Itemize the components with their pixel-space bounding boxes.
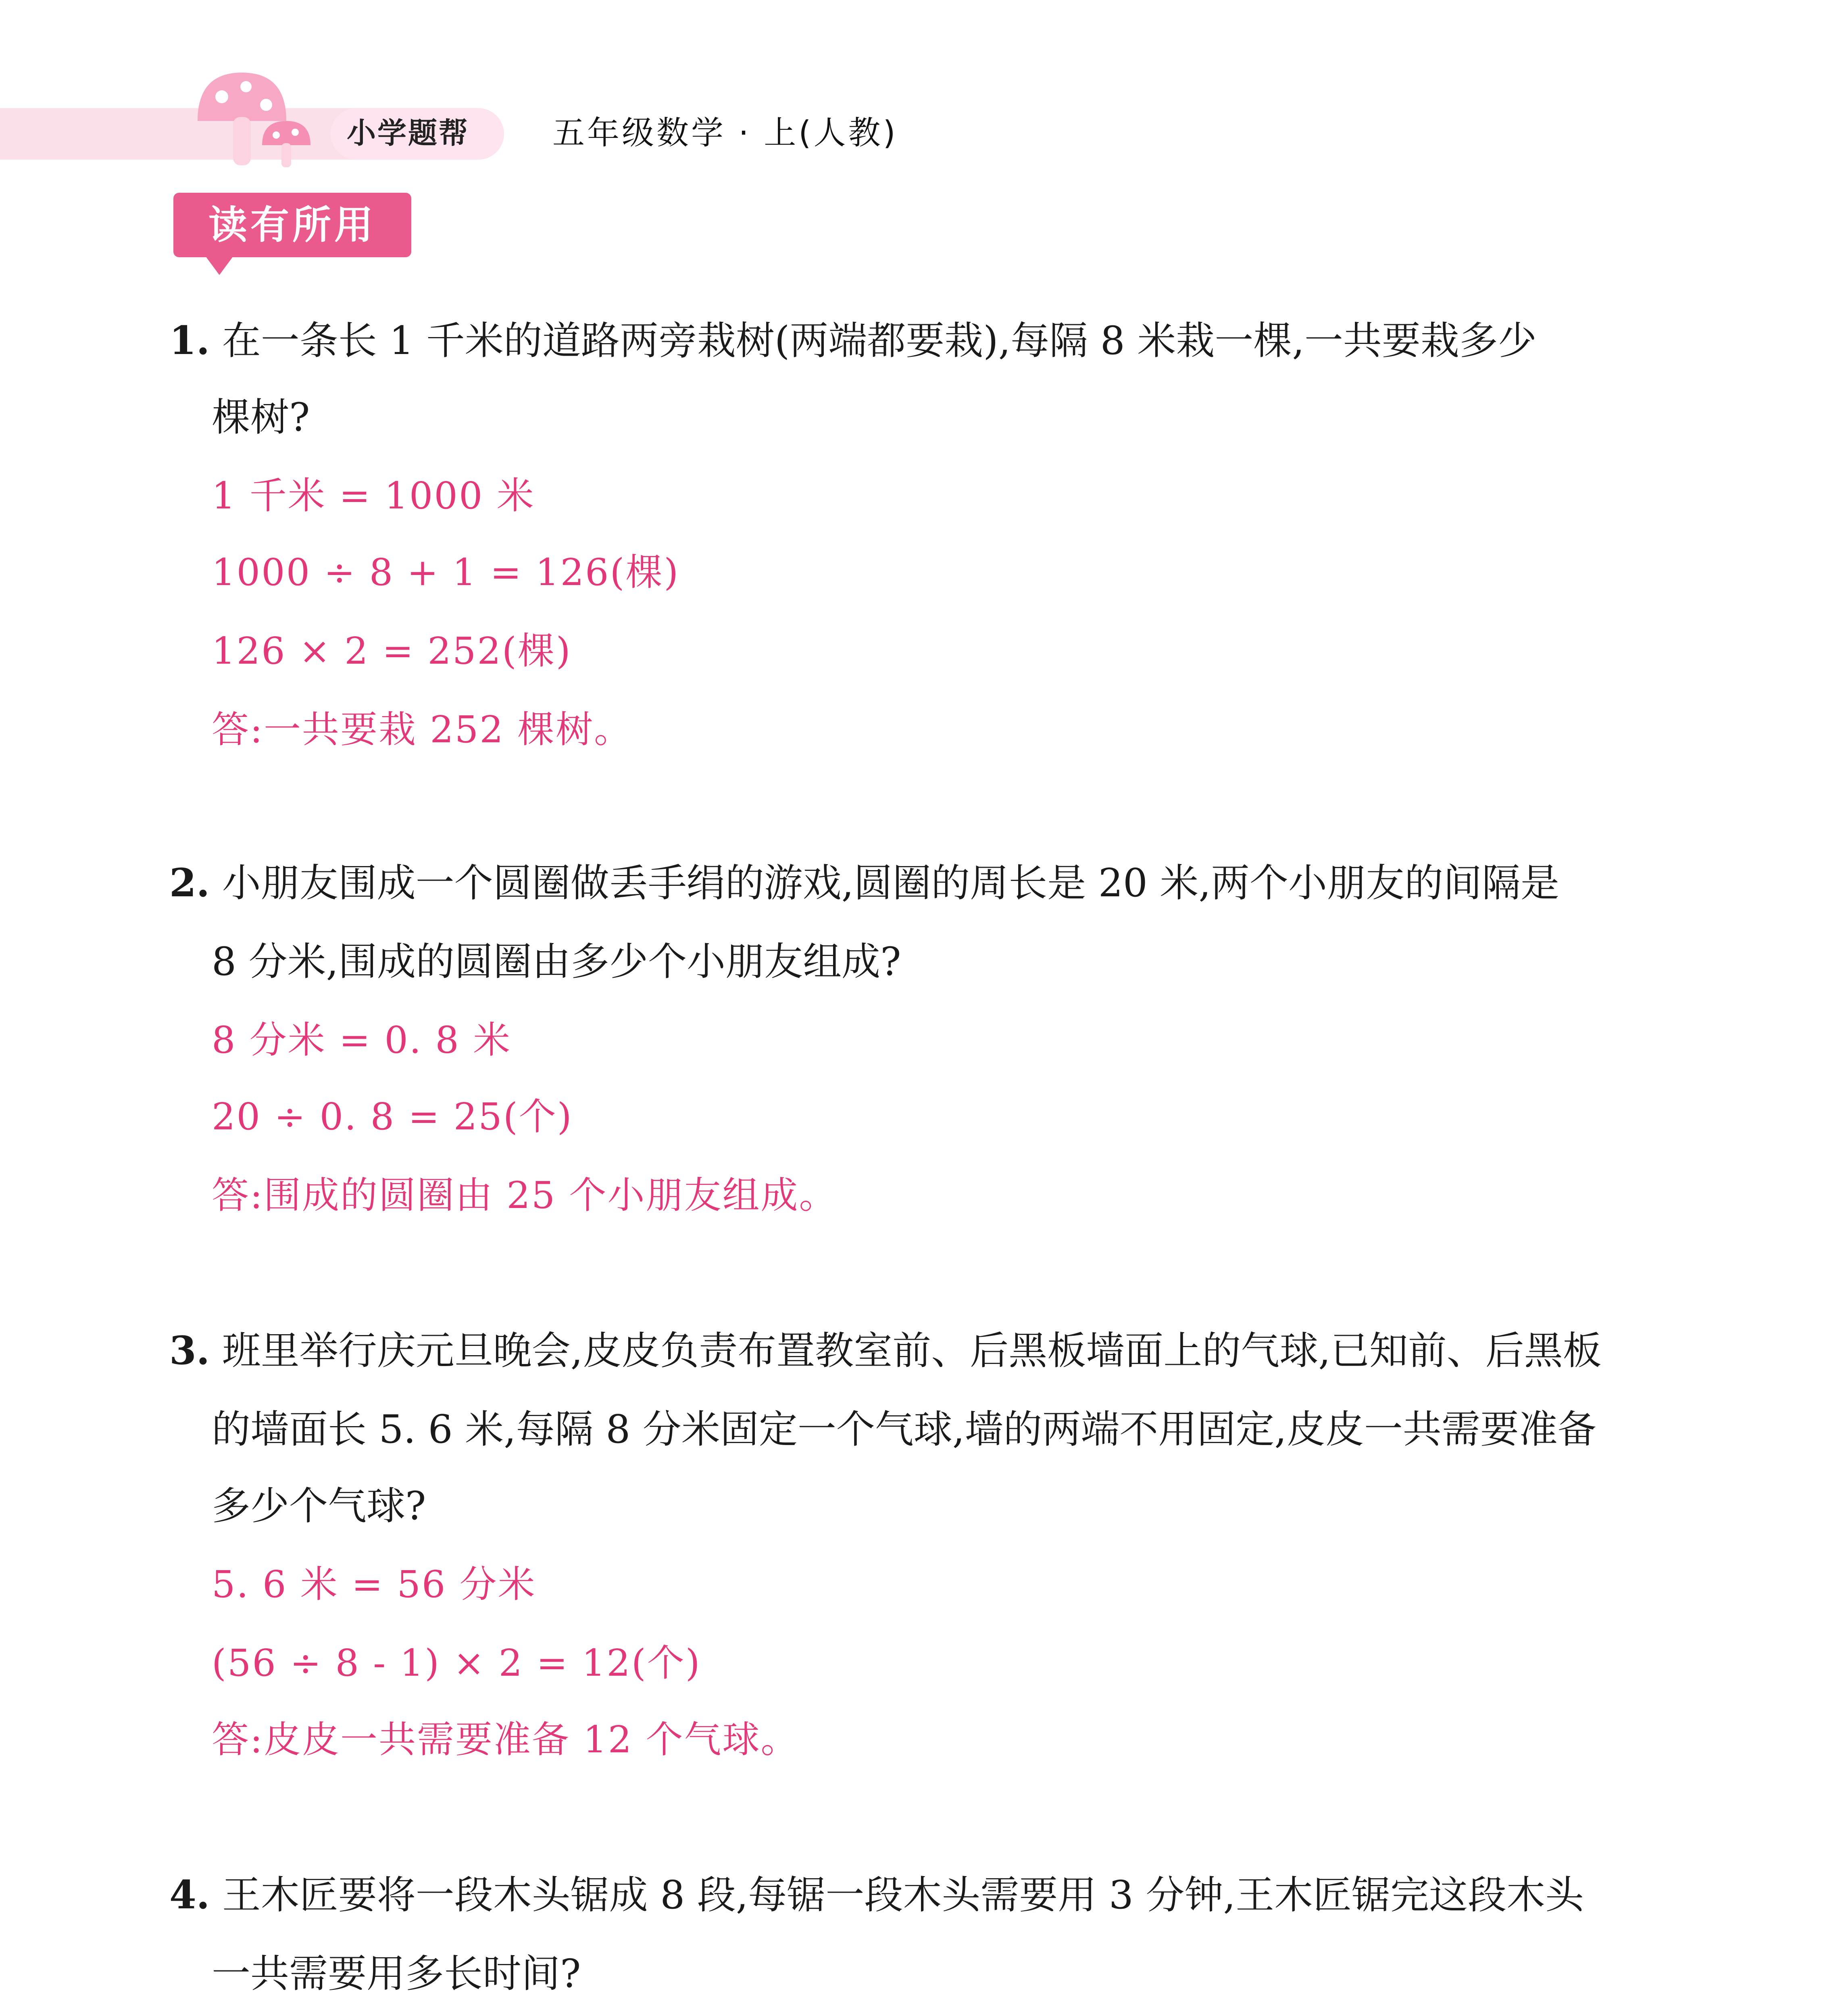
question-number: 3. xyxy=(169,1328,210,1373)
answer-line: 5. 6 米 = 56 分米 xyxy=(212,1563,536,1606)
answer-line: 1000 ÷ 8 + 1 = 126(棵) xyxy=(212,551,680,594)
question-number: 1. xyxy=(169,318,210,363)
answer-line: 126 × 2 = 252(棵) xyxy=(212,629,572,673)
question-text: 3. 班里举行庆元旦晚会,皮皮负责布置教室前、后黑板墙面上的气球,已知前、后黑板 xyxy=(169,1328,1602,1373)
section-tag: 读有所用 xyxy=(173,193,411,257)
answer-line: 20 ÷ 0. 8 = 25(个) xyxy=(212,1095,573,1138)
answer-line: 1 千米 = 1000 米 xyxy=(212,474,535,517)
answer-line: 答:围成的圆圈由 25 个小朋友组成。 xyxy=(212,1174,838,1217)
question-number: 2. xyxy=(169,860,210,906)
question-text: 2. 小朋友围成一个圆圈做丢手绢的游戏,圆圈的周长是 20 米,两个小朋友的间隔是 xyxy=(169,860,1559,906)
series-label: 小学题帮 xyxy=(347,116,470,150)
question-text: 棵树? xyxy=(212,395,310,440)
mushroom-logo-icon xyxy=(190,60,319,181)
question-text: 的墙面长 5. 6 米,每隔 8 分米固定一个气球,墙的两端不用固定,皮皮一共需要准备 xyxy=(212,1407,1596,1452)
question-text: 一共需要用多长时间? xyxy=(212,1951,581,1996)
question-text: 多少个气球? xyxy=(212,1483,426,1529)
question-text: 4. 王木匠要将一段木头锯成 8 段,每锯一段木头需要用 3 分钟,王木匠锯完这段木头 xyxy=(169,1872,1584,1918)
question-number: 4. xyxy=(169,1872,210,1918)
answer-line: (56 ÷ 8 - 1) × 2 = 12(个) xyxy=(212,1641,701,1685)
question-text: 1. 在一条长 1 千米的道路两旁栽树(两端都要栽),每隔 8 米栽一棵,一共要栽多少 xyxy=(169,318,1537,363)
answer-line: 8 分米 = 0. 8 米 xyxy=(212,1018,512,1062)
answer-line: 答:一共要栽 252 棵树。 xyxy=(212,708,633,751)
answer-line: 答:皮皮一共需要准备 12 个气球。 xyxy=(212,1718,799,1761)
question-text: 8 分米,围成的圆圈由多少个小朋友组成? xyxy=(212,939,901,984)
book-title: 五年级数学 · 上(人教) xyxy=(552,114,898,152)
